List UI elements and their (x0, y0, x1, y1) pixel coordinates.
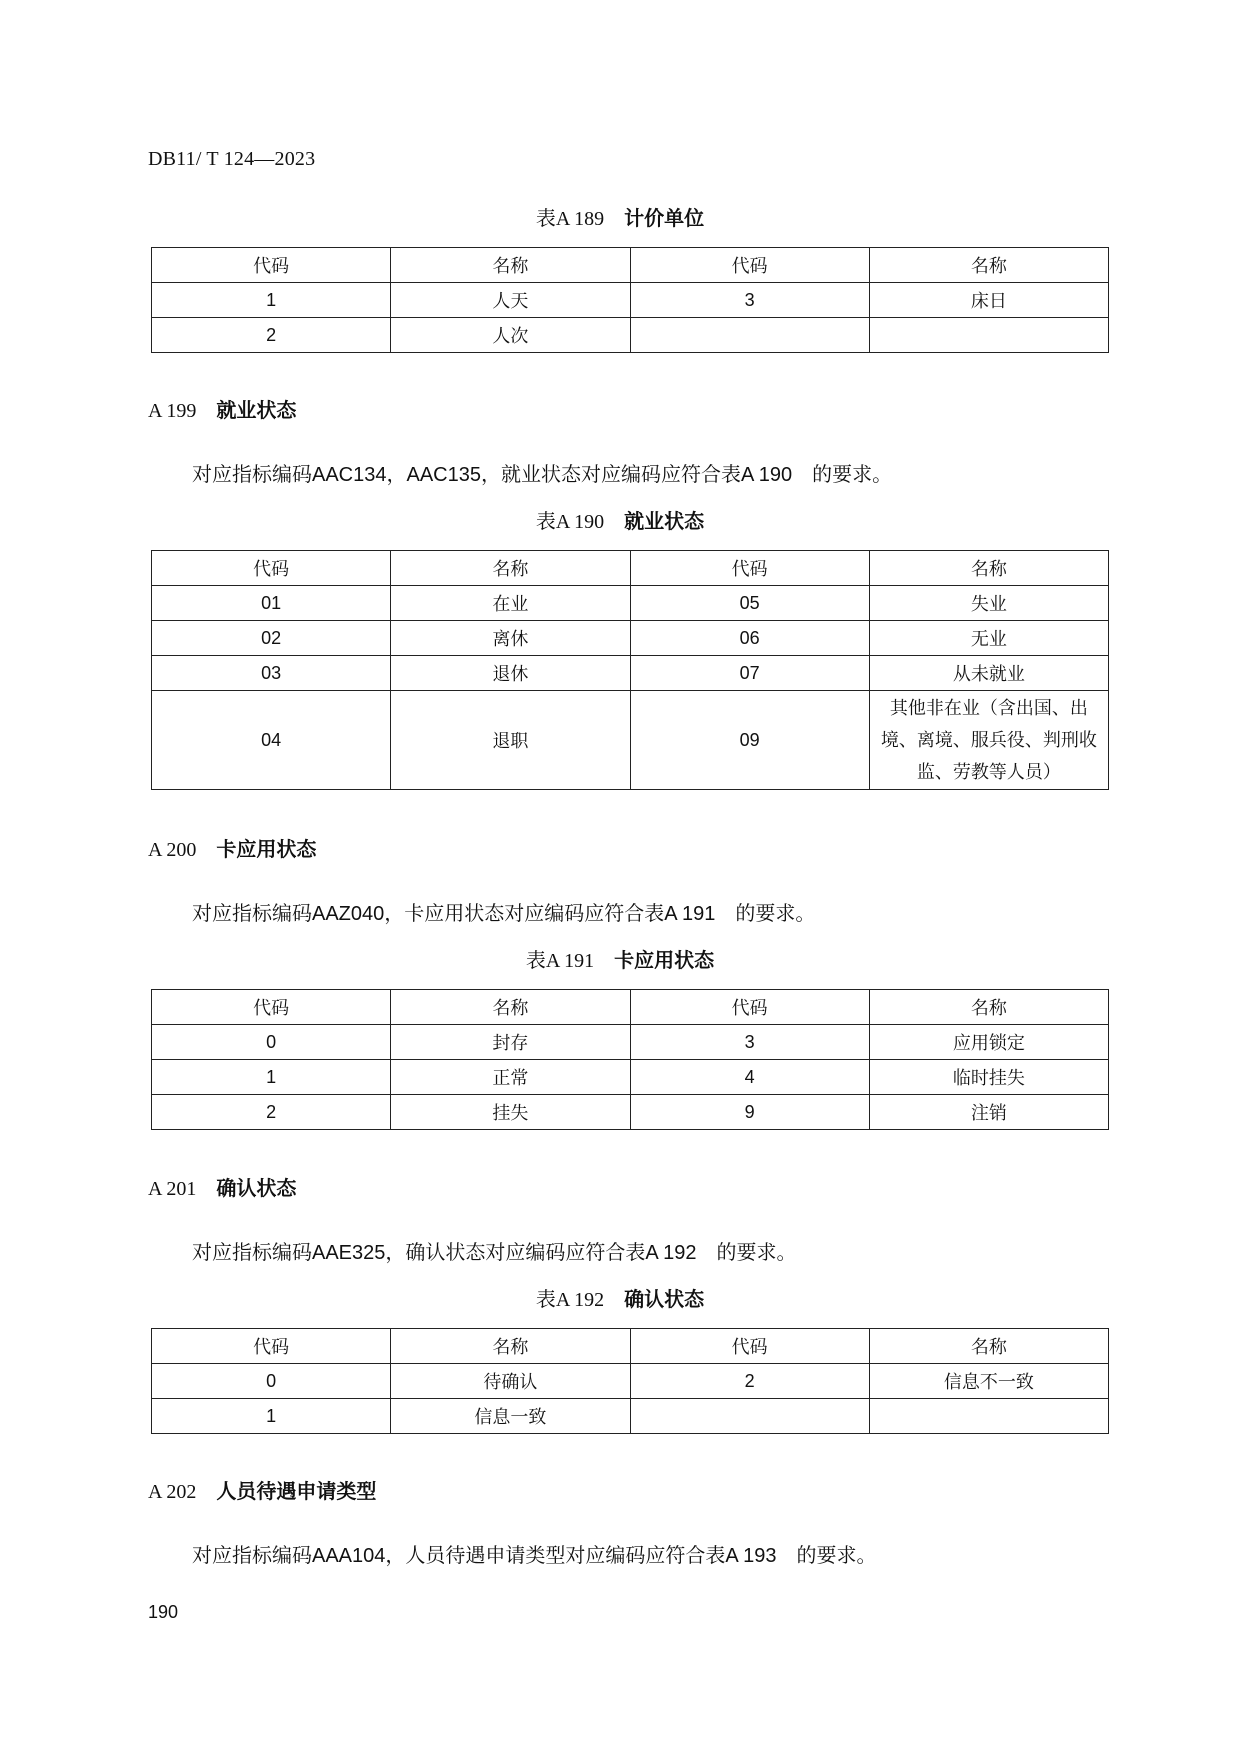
table-cell: 04 (152, 691, 391, 790)
header-cell: 代码 (630, 551, 869, 586)
header-cell: 名称 (869, 248, 1108, 283)
table-cell: 0 (152, 1364, 391, 1399)
table-cell: 信息不一致 (869, 1364, 1108, 1399)
table-header-row (152, 248, 1109, 283)
table-caption-number: 表A 189 (535, 208, 605, 230)
table-caption-number: 表A 192 (535, 1289, 605, 1311)
header-cell: 名称 (869, 990, 1108, 1025)
section-paragraph: 对应指标编码AAZ040，卡应用状态对应编码应符合表A 191 的要求。 (192, 903, 816, 925)
table-cell: 挂失 (391, 1095, 630, 1130)
table-cell: 1 (152, 283, 391, 318)
table-cell: 01 (152, 586, 391, 621)
table-cell (630, 318, 869, 353)
table-cell: 退休 (391, 656, 630, 691)
section-heading (148, 394, 296, 423)
header-cell: 名称 (391, 1329, 630, 1364)
section-paragraph: 对应指标编码AAC134，AAC135，就业状态对应编码应符合表A 190 的要求。 (192, 464, 893, 486)
table-cell: 2 (152, 1095, 391, 1130)
table-caption-title: 计价单位 (624, 208, 705, 230)
table-cell: 02 (152, 621, 391, 656)
table-cell: 09 (630, 691, 869, 790)
table-cell: 在业 (391, 586, 630, 621)
table-caption (0, 505, 1240, 534)
section-title: 确认状态 (216, 1178, 297, 1200)
header-cell: 代码 (630, 990, 869, 1025)
table-cell: 信息一致 (391, 1399, 630, 1434)
table-cell: 封存 (391, 1025, 630, 1060)
table-row (152, 318, 1109, 353)
table-cell: 临时挂失 (869, 1060, 1108, 1095)
document-code: DB11/ T 124—2023 (148, 148, 316, 170)
table-caption (0, 1283, 1240, 1312)
table-cell: 无业 (869, 621, 1108, 656)
section-heading (148, 1475, 376, 1504)
table-row (152, 1364, 1109, 1399)
table-cell: 失业 (869, 586, 1108, 621)
table-a191 (151, 989, 1109, 1130)
table-caption (0, 202, 1240, 231)
table-cell: 3 (630, 283, 869, 318)
table-cell: 正常 (391, 1060, 630, 1095)
table-row (152, 283, 1109, 318)
table-cell: 注销 (869, 1095, 1108, 1130)
table-a190 (151, 550, 1109, 790)
header-cell: 代码 (630, 1329, 869, 1364)
table-cell: 人天 (391, 283, 630, 318)
table-caption-number: 表A 191 (525, 950, 595, 972)
table-cell: 1 (152, 1060, 391, 1095)
table-header-row (152, 551, 1109, 586)
section-paragraph: 对应指标编码AAA104，人员待遇申请类型对应编码应符合表A 193 的要求。 (192, 1545, 877, 1567)
table-cell: 1 (152, 1399, 391, 1434)
table-row (152, 656, 1109, 691)
header-cell: 代码 (152, 248, 391, 283)
section-heading (148, 833, 316, 862)
header-cell: 代码 (152, 551, 391, 586)
table-caption-title: 卡应用状态 (614, 950, 715, 972)
section-heading (148, 1172, 296, 1201)
table-cell: 退职 (391, 691, 630, 790)
table-a189 (151, 247, 1109, 353)
table-cell: 离休 (391, 621, 630, 656)
table-cell: 人次 (391, 318, 630, 353)
table-cell: 床日 (869, 283, 1108, 318)
header-cell: 代码 (152, 990, 391, 1025)
header-cell: 名称 (869, 551, 1108, 586)
section-paragraph: 对应指标编码AAE325，确认状态对应编码应符合表A 192 的要求。 (192, 1242, 797, 1264)
header-cell: 代码 (630, 248, 869, 283)
table-caption (0, 944, 1240, 973)
section-title: 卡应用状态 (216, 839, 317, 861)
table-cell (630, 1399, 869, 1434)
header-cell: 名称 (391, 248, 630, 283)
section-number: A 200 (148, 839, 197, 861)
section-number: A 199 (148, 400, 197, 422)
table-cell: 0 (152, 1025, 391, 1060)
table-cell: 从未就业 (869, 656, 1108, 691)
table-cell: 05 (630, 586, 869, 621)
table-cell: 9 (630, 1095, 869, 1130)
table-header-row (152, 1329, 1109, 1364)
table-cell: 07 (630, 656, 869, 691)
table-row (152, 1399, 1109, 1434)
table-row (152, 586, 1109, 621)
table-a192 (151, 1328, 1109, 1434)
header-cell: 名称 (391, 990, 630, 1025)
table-row (152, 1095, 1109, 1130)
table-cell: 4 (630, 1060, 869, 1095)
table-cell: 2 (152, 318, 391, 353)
section-title: 人员待遇申请类型 (216, 1481, 377, 1503)
table-cell: 2 (630, 1364, 869, 1399)
section-title: 就业状态 (216, 400, 297, 422)
table-cell: 待确认 (391, 1364, 630, 1399)
header-cell: 代码 (152, 1329, 391, 1364)
table-caption-number: 表A 190 (535, 511, 605, 533)
table-cell: 应用锁定 (869, 1025, 1108, 1060)
table-caption-title: 确认状态 (624, 1289, 705, 1311)
header-cell: 名称 (391, 551, 630, 586)
section-number: A 201 (148, 1178, 197, 1200)
table-row (152, 621, 1109, 656)
table-cell: 其他非在业（含出国、出境、离境、服兵役、判刑收监、劳教等人员） (869, 691, 1108, 790)
table-cell: 03 (152, 656, 391, 691)
table-cell (869, 1399, 1108, 1434)
table-cell (869, 318, 1108, 353)
table-row (152, 691, 1109, 790)
header-cell: 名称 (869, 1329, 1108, 1364)
table-row (152, 1060, 1109, 1095)
table-cell: 3 (630, 1025, 869, 1060)
table-header-row (152, 990, 1109, 1025)
page-number: 190 (148, 1602, 179, 1622)
section-number: A 202 (148, 1481, 197, 1503)
table-cell: 06 (630, 621, 869, 656)
table-caption-title: 就业状态 (624, 511, 705, 533)
table-row (152, 1025, 1109, 1060)
